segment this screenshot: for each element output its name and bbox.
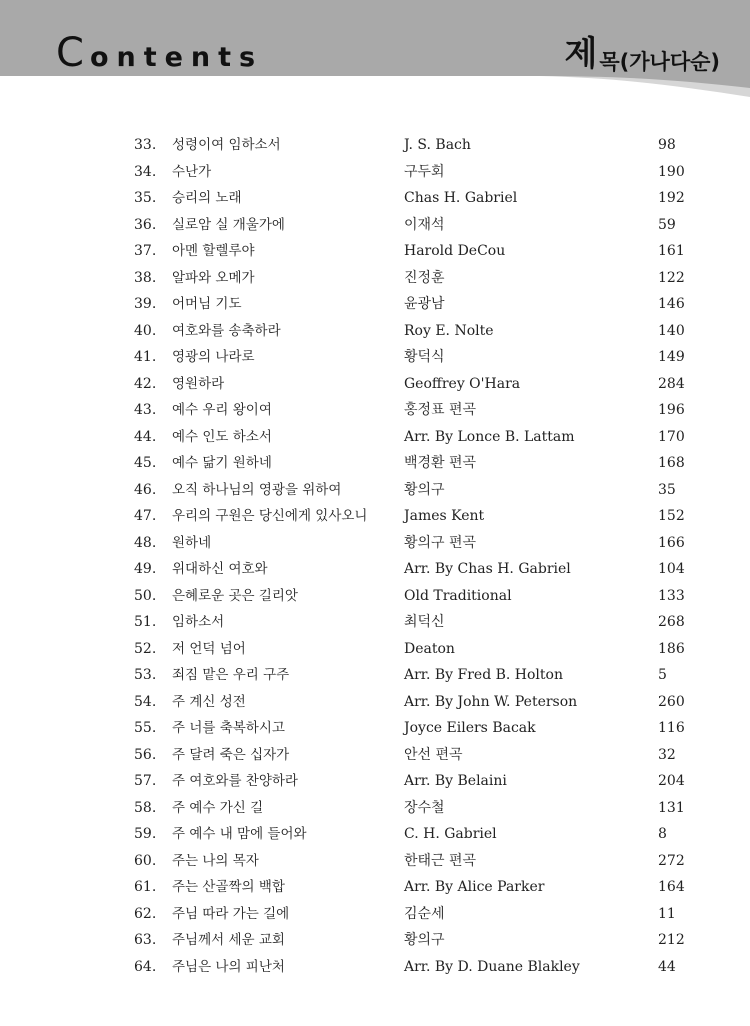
entry-title: 승리의 노래	[172, 190, 242, 206]
entry-page: 8	[658, 826, 667, 842]
entry-title: 실로암 실 개울가에	[172, 216, 285, 233]
entry-number: 52.	[134, 640, 157, 657]
entry-composer: Deaton	[404, 640, 455, 657]
toc-entry	[0, 662, 750, 689]
entry-page: 260	[658, 693, 685, 710]
entry-number: 62.	[134, 905, 157, 922]
entry-title: 저 언덕 넘어	[172, 640, 246, 657]
toc-entry	[0, 848, 750, 875]
entry-composer: Chas H. Gabriel	[404, 190, 518, 206]
entry-number: 39.	[134, 296, 157, 312]
entry-number: 48.	[134, 534, 157, 551]
entry-title: 우리의 구원은 당신에게 있사오니	[172, 508, 368, 524]
entry-composer: 한태근 편곡	[404, 852, 477, 869]
entry-title: 예수 우리 왕이여	[172, 402, 272, 418]
toc-entry	[0, 530, 750, 557]
entry-number: 55.	[134, 720, 157, 736]
toc-entry	[0, 556, 750, 583]
toc-entry	[0, 212, 750, 239]
entry-number: 51.	[134, 614, 157, 630]
entry-title: 주 예수 내 맘에 들어와	[172, 826, 307, 842]
entry-composer: 황덕식	[404, 349, 445, 365]
toc-entry	[0, 901, 750, 928]
entry-composer: Old Traditional	[404, 587, 512, 604]
entry-page: 204	[658, 773, 685, 789]
entry-number: 33.	[134, 137, 157, 153]
entry-title: 죄짐 맡은 우리 구주	[172, 667, 290, 683]
entry-title: 위대하신 여호와	[172, 561, 268, 577]
entry-number: 38.	[134, 269, 157, 286]
entry-page: 149	[658, 349, 685, 365]
toc-entry	[0, 318, 750, 345]
entry-composer: 황의구	[404, 481, 445, 498]
toc-entry	[0, 927, 750, 954]
entry-page: 35	[658, 481, 676, 498]
toc-entry	[0, 583, 750, 610]
toc-entry	[0, 450, 750, 477]
toc-entry	[0, 742, 750, 769]
entry-composer: 황의구	[404, 932, 445, 948]
entry-number: 54.	[134, 693, 157, 710]
entry-page: 131	[658, 799, 685, 816]
entry-composer: 구두회	[404, 163, 445, 180]
entry-number: 36.	[134, 216, 157, 233]
entry-number: 35.	[134, 190, 157, 206]
toc-entry	[0, 265, 750, 292]
entry-number: 49.	[134, 561, 157, 577]
toc-entry	[0, 689, 750, 716]
entry-number: 60.	[134, 852, 157, 869]
entry-number: 50.	[134, 587, 157, 604]
entry-title: 영원하라	[172, 375, 225, 392]
entry-number: 56.	[134, 746, 157, 763]
entry-composer: J. S. Bach	[404, 137, 471, 153]
entry-page: 32	[658, 746, 676, 763]
section-title-initial: 제	[564, 34, 598, 74]
entry-composer: C. H. Gabriel	[404, 826, 497, 842]
entry-number: 61.	[134, 879, 157, 895]
entry-page: 98	[658, 137, 676, 153]
entry-title: 아멘 할렐루야	[172, 243, 255, 259]
entry-composer: 이재석	[404, 216, 445, 233]
entry-title: 수난가	[172, 163, 212, 180]
toc-list	[0, 132, 750, 980]
entry-page: 133	[658, 587, 685, 604]
entry-number: 53.	[134, 667, 157, 683]
entry-title: 주는 산골짝의 백합	[172, 879, 285, 895]
toc-entry	[0, 821, 750, 848]
toc-entry	[0, 344, 750, 371]
entry-page: 146	[658, 296, 685, 312]
toc-entry	[0, 874, 750, 901]
entry-page: 104	[658, 561, 685, 577]
entry-page: 170	[658, 428, 685, 445]
entry-title: 원하네	[172, 534, 212, 551]
entry-title: 주 계신 성전	[172, 693, 246, 710]
entry-title: 예수 닮기 원하네	[172, 455, 272, 471]
entry-number: 37.	[134, 243, 157, 259]
entry-composer: Roy E. Nolte	[404, 322, 494, 339]
section-title-rest: 목(가나다순)	[599, 50, 720, 74]
entry-title: 주님 따라 가는 길에	[172, 905, 290, 922]
entry-composer: Geoffrey O'Hara	[404, 375, 521, 392]
contents-title	[56, 30, 263, 76]
entry-composer: 장수철	[404, 799, 445, 816]
entry-page: 212	[658, 932, 685, 948]
entry-number: 58.	[134, 799, 157, 816]
entry-number: 64.	[134, 958, 157, 975]
entry-composer: 윤광남	[404, 296, 445, 312]
entry-number: 40.	[134, 322, 157, 339]
entry-page: 59	[658, 216, 676, 233]
entry-number: 47.	[134, 508, 157, 524]
section-title	[565, 26, 720, 76]
entry-page: 116	[658, 720, 685, 736]
entry-number: 59.	[134, 826, 157, 842]
entry-title: 어머님 기도	[172, 296, 242, 312]
entry-number: 42.	[134, 375, 157, 392]
entry-composer: Arr. By D. Duane Blakley	[404, 958, 580, 975]
entry-title: 주는 나의 목자	[172, 852, 259, 869]
contents-title-rest: ontents	[89, 42, 264, 73]
toc-entry	[0, 371, 750, 398]
entry-page: 192	[658, 190, 685, 206]
entry-composer: James Kent	[404, 508, 485, 524]
entry-title: 영광의 나라로	[172, 349, 255, 365]
entry-page: 122	[658, 269, 685, 286]
entry-title: 주 너를 축복하시고	[172, 720, 285, 736]
entry-title: 주 예수 가신 길	[172, 799, 264, 816]
entry-composer: 진정훈	[404, 269, 445, 286]
entry-page: 190	[658, 163, 685, 180]
toc-entry	[0, 291, 750, 318]
entry-title: 주님께서 세운 교회	[172, 932, 285, 948]
entry-page: 284	[658, 375, 685, 392]
entry-page: 5	[658, 667, 667, 683]
toc-entry	[0, 424, 750, 451]
entry-page: 11	[658, 905, 676, 922]
entry-number: 63.	[134, 932, 157, 948]
entry-title: 여호와를 송축하라	[172, 322, 281, 339]
toc-entry	[0, 609, 750, 636]
toc-entry	[0, 768, 750, 795]
entry-composer: Harold DeCou	[404, 243, 506, 259]
entry-page: 186	[658, 640, 685, 657]
entry-composer: Arr. By John W. Peterson	[404, 693, 578, 710]
toc-entry	[0, 503, 750, 530]
contents-title-initial: C	[56, 30, 84, 76]
entry-number: 45.	[134, 455, 157, 471]
entry-number: 57.	[134, 773, 157, 789]
entry-page: 164	[658, 879, 685, 895]
entry-composer: Arr. By Alice Parker	[404, 879, 545, 895]
entry-composer: Arr. By Chas H. Gabriel	[404, 561, 571, 577]
entry-page: 140	[658, 322, 685, 339]
entry-number: 44.	[134, 428, 157, 445]
entry-title: 성령이여 임하소서	[172, 137, 281, 153]
entry-title: 주 달려 죽은 십자가	[172, 746, 290, 763]
toc-entry	[0, 477, 750, 504]
entry-page: 196	[658, 402, 685, 418]
toc-entry	[0, 132, 750, 159]
toc-entry	[0, 715, 750, 742]
entry-number: 43.	[134, 402, 157, 418]
entry-composer: 홍정표 편곡	[404, 402, 477, 418]
entry-page: 168	[658, 455, 685, 471]
toc-entry	[0, 185, 750, 212]
entry-page: 272	[658, 852, 685, 869]
entry-page: 268	[658, 614, 685, 630]
entry-number: 34.	[134, 163, 157, 180]
entry-title: 주 여호와를 찬양하라	[172, 773, 298, 789]
entry-composer: 최덕신	[404, 614, 445, 630]
page-header	[0, 0, 750, 100]
entry-composer: Joyce Eilers Bacak	[404, 720, 536, 736]
toc-entry	[0, 954, 750, 981]
entry-title: 은혜로운 곳은 길리앗	[172, 587, 298, 604]
toc-entry	[0, 238, 750, 265]
entry-title: 오직 하나님의 영광을 위하여	[172, 481, 342, 498]
entry-title: 주님은 나의 피난처	[172, 958, 285, 975]
toc-entry	[0, 636, 750, 663]
entry-composer: Arr. By Belaini	[404, 773, 507, 789]
entry-composer: 백경환 편곡	[404, 455, 477, 471]
entry-composer: 김순세	[404, 905, 445, 922]
entry-page: 152	[658, 508, 685, 524]
entry-page: 166	[658, 534, 685, 551]
entry-page: 44	[658, 958, 676, 975]
entry-title: 예수 인도 하소서	[172, 428, 272, 445]
toc-entry	[0, 397, 750, 424]
entry-composer: Arr. By Fred B. Holton	[404, 667, 563, 683]
toc-entry	[0, 159, 750, 186]
entry-composer: 황의구 편곡	[404, 534, 477, 551]
entry-page: 161	[658, 243, 685, 259]
entry-composer: Arr. By Lonce B. Lattam	[404, 428, 575, 445]
entry-number: 46.	[134, 481, 157, 498]
entry-title: 알파와 오메가	[172, 269, 255, 286]
entry-composer: 안선 편곡	[404, 746, 463, 763]
entry-number: 41.	[134, 349, 157, 365]
toc-entry	[0, 795, 750, 822]
entry-title: 임하소서	[172, 614, 225, 630]
